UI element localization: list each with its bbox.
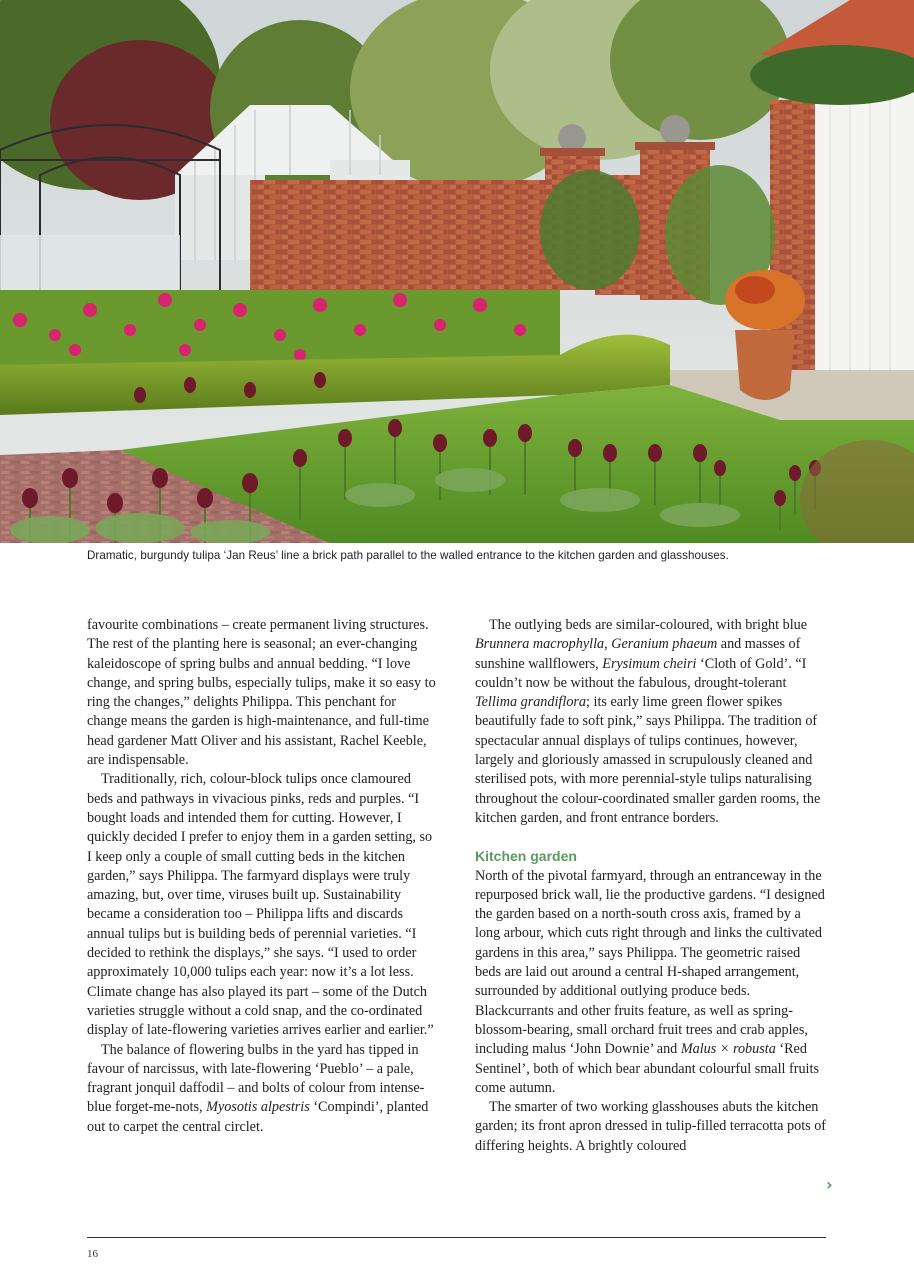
paragraph: Traditionally, rich, colour-block tulips once clamoured beds and pathways in vivacious pinks, reds and purples. “I bought loads and intended them for cutting. However, I quickly decided I prefer to enjoy them in a garden setting, so I keep only a couple of small cutting beds in the kitchen garden,” says Philippa. The farmyard displays were truly amazing, but, over time, viruses built up. Sustainability became a consideration too – Philippa lifts and discards annual tulips but is building beds of perennial varieties. “I decided to rethink the displays,” she says. “I used to order approximately 10,000 tulips each year: now it’s a lot less. Climate change has also played its part – some of the Dutch varieties struggle without a cold snap, and the co-ordinated display of late-flowering varieties arrives earlier and earlier.” xyxy=(87,771,434,1039)
page-number: 16 xyxy=(87,1248,98,1260)
text-run: ‘Red Sentinel’, both of which bear abundant colourful small fruits come autumn. xyxy=(475,1041,819,1096)
italic-species-name: Erysimum cheiri xyxy=(602,655,697,672)
italic-species-name: Brunnera macrophylla xyxy=(475,636,605,653)
text-run: ‘Compindi’, planted out to carpet the central circlet. xyxy=(87,1099,429,1135)
paragraph xyxy=(475,867,827,1099)
text-run: ; its early lime green flower spikes beautifully fade to soft pink,” says Philippa. The tradition of spectacular annual displays of tulips continues, however, largely and gloriously amassed in scrupulously cleaned and sterilised pots, with more perennial-style tulips naturalising throughout the colour-coordinated smaller garden rooms, the kitchen garden, and front entrance borders. xyxy=(475,694,821,826)
photo-caption: Dramatic, burgundy tulipa ‘Jan Reus’ line a brick path parallel to the walled entrance to the kitchen garden and glasshouses. xyxy=(87,549,729,562)
text-run: ‘Cloth of Gold’. “I couldn’t now be without the fabulous, drought-tolerant xyxy=(475,655,807,691)
footer-rule xyxy=(87,1237,826,1238)
right-column xyxy=(475,616,827,1156)
continue-arrow-icon: › xyxy=(826,1175,833,1194)
paragraph xyxy=(87,1041,439,1137)
text-run: , xyxy=(604,636,612,653)
garden-photo xyxy=(0,0,914,543)
paragraph: The smarter of two working glasshouses abuts the kitchen garden; its front apron dressed in tulip-filled terracotta pots of differing heights. A brightly coloured xyxy=(475,1099,827,1154)
italic-species-name: Myosotis alpestris xyxy=(206,1099,310,1116)
italic-species-name: Geranium phaeum xyxy=(611,636,718,653)
text-run: The outlying beds are similar-coloured, with bright blue xyxy=(489,617,808,633)
italic-species-name: Malus × robusta xyxy=(680,1041,776,1058)
italic-species-name: Tellima grandiflora xyxy=(475,694,587,711)
paragraph: favourite combinations – create permanent living structures. The rest of the planting here is seasonal; an ever-changing kaleidoscope of spring bulbs and annual bedding. “I love change, and spring bulbs, especially tulips, make it so easy to ring the changes,” delights Philippa. This penchant for change means the garden is high-maintenance, and full-time head gardener Matt Oliver and his assistant, Rachel Keeble, are indispensable. xyxy=(87,617,436,769)
text-run: North of the pivotal farmyard, through an entranceway in the repurposed brick wall, lie the productive gardens. “I designed the garden based on a north-south cross axis, framed by a long arbour, which cuts right through and links the cultivated gardens in this area,” says Philippa. The geometric raised beds are laid out around a central H-shaped arrangement, surrounded by additional outlying produce beds. Blackcurrants and other fruits feature, as well as spring-blossom-bearing, small orchard fruit trees and crab apples, including malus ‘John Downie’ and xyxy=(475,867,825,1058)
left-column xyxy=(87,616,439,1137)
text-run: The balance of flowering bulbs in the yard has tipped in favour of narcissus, with late-flowering ‘Pueblo’ – a pale, fragrant jonquil daffodil – and bolts of colour from intense-blue forget-me-nots, xyxy=(87,1041,425,1116)
paragraph xyxy=(475,616,827,828)
text-run: and masses of sunshine wallflowers, xyxy=(475,636,801,672)
section-subheading: Kitchen garden xyxy=(475,848,577,865)
